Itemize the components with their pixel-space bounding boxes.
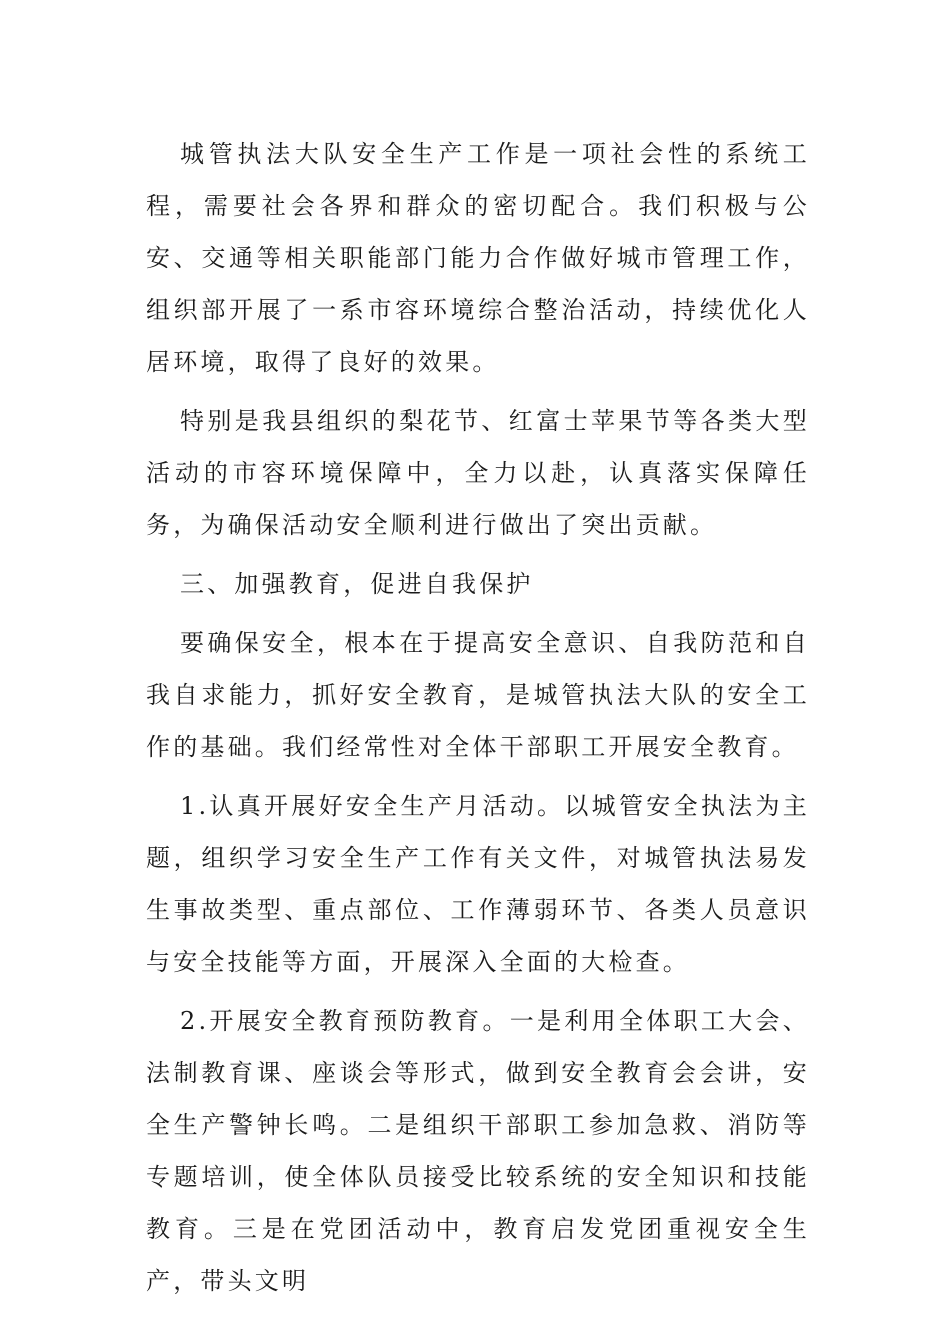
paragraph-safety-awareness: 要确保安全，根本在于提高安全意识、自我防范和自我自求能力，抓好安全教育，是城管执法大队的安全工作的基础。我们经常性对全体干部职工开展安全教育。 [146,629,810,761]
list-item-safety-month: 1.认真开展好安全生产月活动。以城管安全执法为主题，组织学习安全生产工作有关文件，对城管执法易发生事故类型、重点部位、工作薄弱环节、各类人员意识与安全技能等方面，开展深入全面的大检查。 [146,792,810,976]
list-item-prevention-education: 2.开展安全教育预防教育。一是利用全体职工大会、法制教育课、座谈会等形式，做到安全教育会会讲，安全生产警钟长鸣。二是组织干部职工参加急救、消防等专题培训，使全体队员接受比较系统的安全知识和技能教育。三是在党团活动中，教育启发党团重视安全生产，带头文明 [146,1007,810,1295]
document-body [146,128,810,1307]
section-heading-education: 三、加强教育，促进自我保护 [180,570,534,598]
paragraph-festival-support: 特别是我县组织的梨花节、红富士苹果节等各类大型活动的市容环境保障中，全力以赴，认真落实保障任务，为确保活动安全顺利进行做出了突出贡献。 [146,407,810,539]
paragraph-cooperation: 城管执法大队安全生产工作是一项社会性的系统工程，需要社会各界和群众的密切配合。我们积极与公安、交通等相关职能部门能力合作做好城市管理工作，组织部开展了一系市容环境综合整治活动，持续优化人居环境，取得了良好的效果。 [146,140,810,376]
